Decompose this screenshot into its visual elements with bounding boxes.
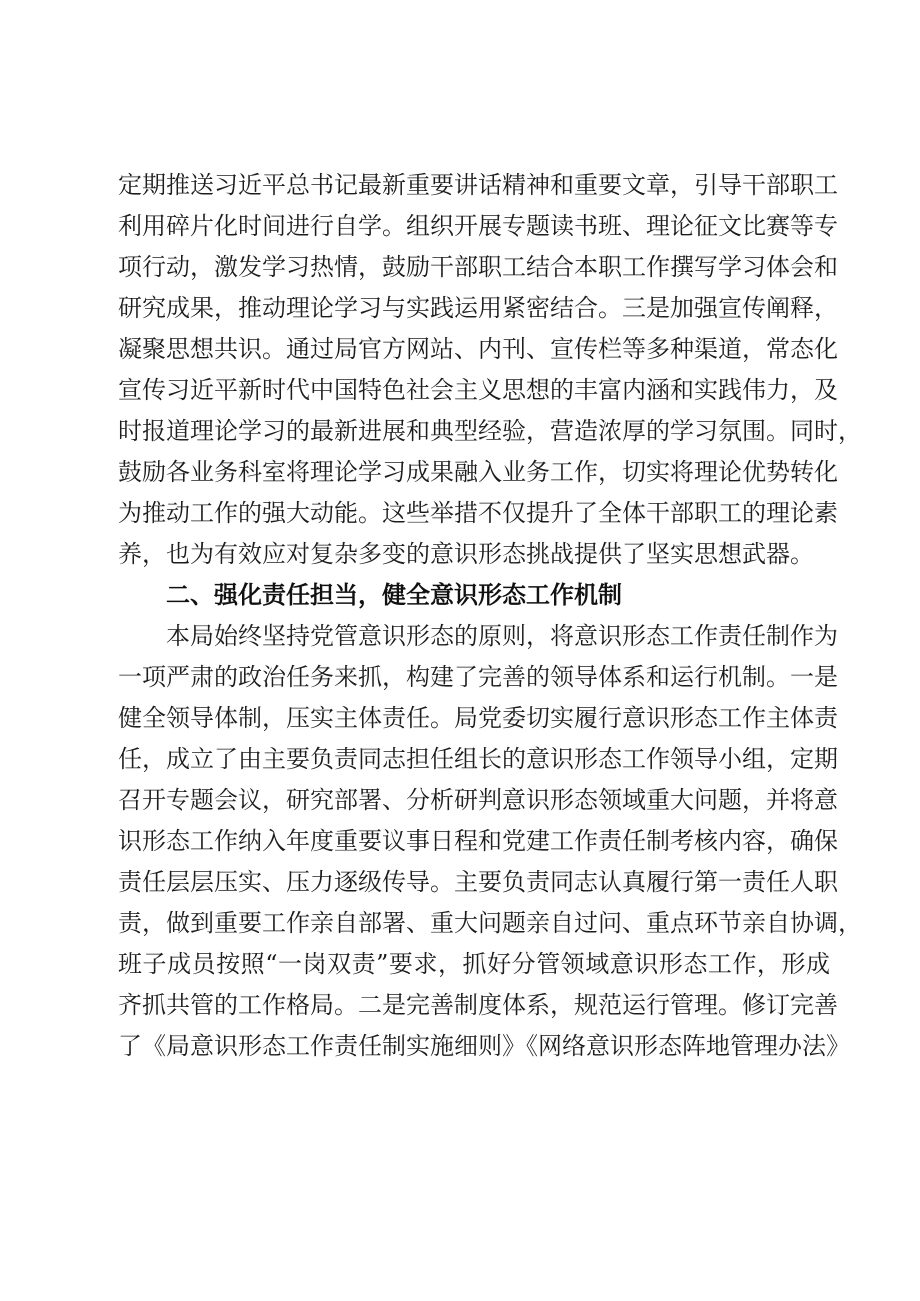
paragraph-2-line-7: 责任层层压实、压力逐级传导。主要负责同志认真履行第一责任人职 [118, 868, 838, 896]
paragraph-1-line-8: 鼓励各业务科室将理论学习成果融入业务工作，切实将理论优势转化 [118, 458, 838, 486]
paragraph-1-line-1: 定期推送习近平总书记最新重要讲话精神和重要文章，引导干部职工 [118, 171, 838, 199]
paragraph-2-line-2: 一项严肃的政治任务来抓，构建了完善的领导体系和运行机制。一是 [118, 663, 838, 691]
paragraph-1-line-2: 利用碎片化时间进行自学。组织开展专题读书班、理论征文比赛等专 [118, 212, 838, 240]
paragraph-1-line-3: 项行动，激发学习热情，鼓励干部职工结合本职工作撰写学习体会和 [118, 253, 838, 281]
paragraph-1-line-7: 时报道理论学习的最新进展和典型经验，营造浓厚的学习氛围。同时， [118, 417, 862, 445]
paragraph-1-line-5: 凝聚思想共识。通过局官方网站、内刊、宣传栏等多种渠道，常态化 [118, 335, 838, 363]
paragraph-2-line-4: 任，成立了由主要负责同志担任组长的意识形态工作领导小组，定期 [118, 745, 838, 773]
paragraph-2-line-11: 了《局意识形态工作责任制实施细则》《网络意识形态阵地管理办法》 [118, 1032, 850, 1060]
paragraph-2-line-9: 班子成员按照“一岗双责”要求，抓好分管领域意识形态工作，形成 [118, 950, 830, 978]
paragraph-1-line-9: 为推动工作的强大动能。这些举措不仅提升了全体干部职工的理论素 [118, 499, 838, 527]
paragraph-2-line-1: 本局始终坚持党管意识形态的原则，将意识形态工作责任制作为 [166, 622, 838, 650]
paragraph-2-line-8: 责，做到重要工作亲自部署、重大问题亲自过问、重点环节亲自协调， [118, 909, 862, 937]
paragraph-1-line-4: 研究成果，推动理论学习与实践运用紧密结合。三是加强宣传阐释， [118, 294, 838, 322]
paragraph-1-line-10: 养，也为有效应对复杂多变的意识形态挑战提供了坚实思想武器。 [118, 540, 814, 568]
paragraph-2-line-3: 健全领导体制，压实主体责任。局党委切实履行意识形态工作主体责 [118, 704, 838, 732]
paragraph-2-line-6: 识形态工作纳入年度重要议事日程和党建工作责任制考核内容，确保 [118, 827, 838, 855]
section-heading: 二、强化责任担当，健全意识形态工作机制 [166, 581, 622, 609]
paragraph-1-line-6: 宣传习近平新时代中国特色社会主义思想的丰富内涵和实践伟力，及 [118, 376, 838, 404]
paragraph-2-line-5: 召开专题会议，研究部署、分析研判意识形态领域重大问题，并将意 [118, 786, 838, 814]
paragraph-2-line-10: 齐抓共管的工作格局。二是完善制度体系，规范运行管理。修订完善 [118, 991, 838, 1019]
